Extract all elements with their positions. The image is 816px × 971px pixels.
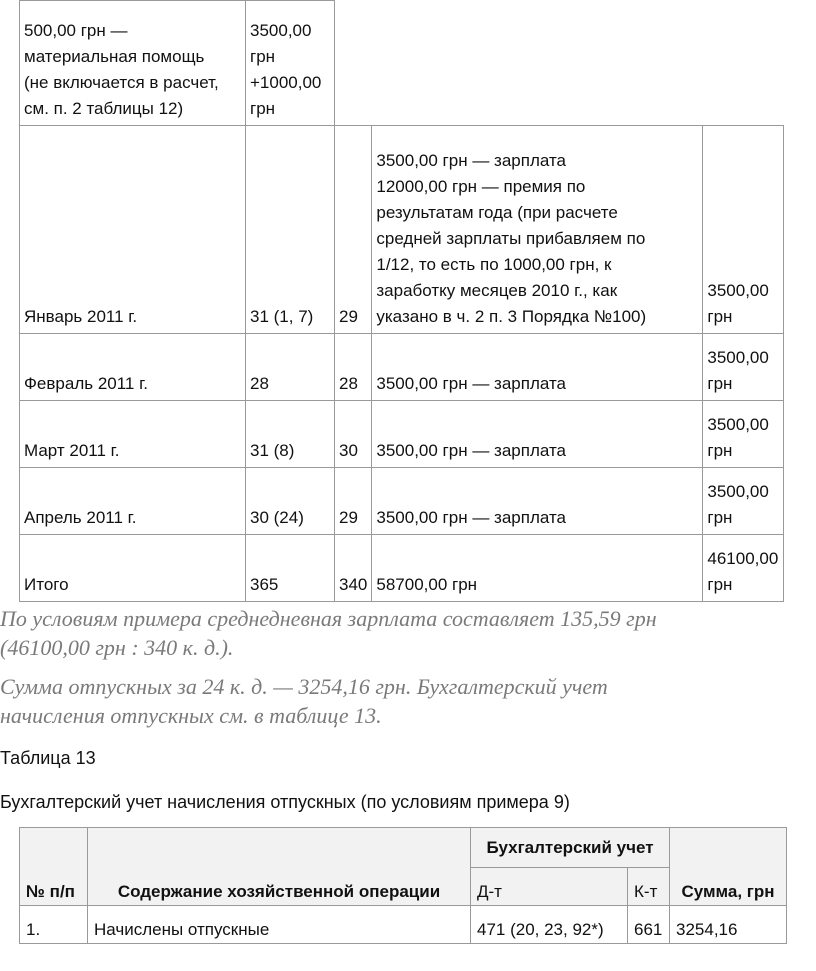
operation-cell: Начислены отпускные (88, 906, 471, 944)
average-salary-table (19, 0, 784, 602)
table-row (20, 906, 787, 944)
table-row (20, 126, 784, 334)
material-aid-amount-cell: 3500,00 грн +1000,00 грн (246, 1, 335, 126)
table-row (20, 401, 784, 468)
calendar-days-cell: 30 (24) (246, 468, 335, 535)
header-accounting: Бухгалтерский учет (471, 828, 670, 868)
material-aid-cell: 500,00 грн — материальная помощь (не включается в расчет, см. п. 2 таблицы 12) (20, 1, 246, 126)
calendar-days-cell: 31 (1, 7) (246, 126, 335, 334)
days-cell: 28 (335, 334, 372, 401)
month-cell: Март 2011 г. (20, 401, 246, 468)
description-cell: 3500,00 грн — зарплата (372, 468, 703, 535)
header-operation: Содержание хозяйственной операции (88, 828, 471, 906)
calendar-days-cell: 365 (246, 535, 335, 602)
table-label: Таблица 13 (0, 748, 96, 768)
amount-cell: 3500,00 грн (703, 468, 784, 535)
description-cell: 3500,00 грн — зарплата (372, 334, 703, 401)
month-cell: Апрель 2011 г. (20, 468, 246, 535)
description-cell: 3500,00 грн — зарплата 12000,00 грн — премия по результатам года (при расчете средней зарплаты прибавляем по 1/12, то есть по 1000,00 грн, к заработку месяцев 2010 г., как указано в ч. 2 п. 3 Порядка №100) (372, 126, 703, 334)
table-row (20, 334, 784, 401)
amount-cell: 3500,00 грн (703, 334, 784, 401)
total-label-cell: Итого (20, 535, 246, 602)
days-cell: 30 (335, 401, 372, 468)
description-cell: 58700,00 грн (372, 535, 703, 602)
table-caption: Бухгалтерский учет начисления отпускных (по условиям примера 9) (0, 792, 570, 812)
amount-cell: 3500,00 грн (703, 126, 784, 334)
amount-cell: 46100,00 грн (703, 535, 784, 602)
amount-cell: 3500,00 грн (703, 401, 784, 468)
sum-cell: 3254,16 (670, 906, 787, 944)
header-sum: Сумма, грн (670, 828, 787, 906)
debit-cell: 471 (20, 23, 92*) (471, 906, 628, 944)
description-cell: 3500,00 грн — зарплата (372, 401, 703, 468)
accounting-table (19, 827, 787, 944)
days-cell: 340 (335, 535, 372, 602)
num-cell: 1. (20, 906, 88, 944)
table-row (20, 468, 784, 535)
table-header-row (20, 828, 787, 868)
credit-cell: 661 (628, 906, 670, 944)
table-row (20, 535, 784, 602)
header-num: № п/п (20, 828, 88, 906)
days-cell: 29 (335, 126, 372, 334)
calendar-days-cell: 28 (246, 334, 335, 401)
calendar-days-cell: 31 (8) (246, 401, 335, 468)
header-credit: К-т (628, 868, 670, 906)
days-cell: 29 (335, 468, 372, 535)
header-debit: Д-т (471, 868, 628, 906)
month-cell: Январь 2011 г. (20, 126, 246, 334)
avg-salary-paragraph: По условиям примера среднедневная зарплата составляет 135,59 грн (46100,00 грн : 340 к. д.). (0, 606, 657, 660)
vacation-sum-paragraph: Сумма отпускных за 24 к. д. — 3254,16 грн. Бухгалтерский учет начисления отпускных см. в таблице 13. (0, 674, 608, 728)
table-row (20, 1, 784, 126)
month-cell: Февраль 2011 г. (20, 334, 246, 401)
